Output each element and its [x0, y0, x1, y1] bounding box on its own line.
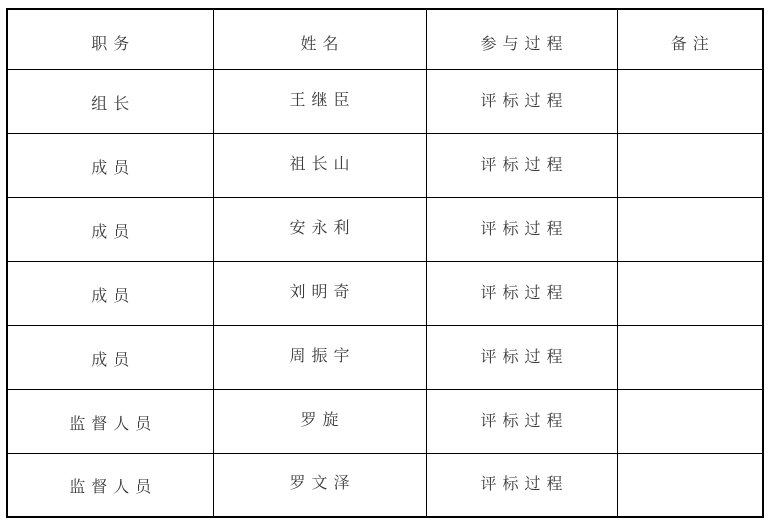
personnel-table	[6, 8, 764, 518]
name-text: 罗旋	[300, 411, 345, 429]
column-header-position-label: 职务	[91, 35, 136, 53]
table-row	[7, 453, 763, 517]
cell-position	[7, 197, 213, 261]
name-text: 罗文泽	[289, 475, 356, 493]
column-header-process	[426, 9, 617, 69]
cell-note	[617, 197, 763, 261]
table-row	[7, 325, 763, 389]
cell-note	[617, 133, 763, 197]
column-header-note	[617, 9, 763, 69]
column-header-position	[7, 9, 213, 69]
cell-note	[617, 453, 763, 517]
cell-process	[426, 453, 617, 517]
column-header-name	[213, 9, 426, 69]
cell-position	[7, 453, 213, 517]
cell-process	[426, 133, 617, 197]
name-text: 祖长山	[289, 155, 356, 173]
process-text: 评标过程	[480, 348, 569, 366]
name-text: 安永利	[289, 219, 356, 237]
position-text: 成员	[91, 287, 136, 305]
position-text: 监督人员	[69, 479, 158, 497]
process-text: 评标过程	[480, 284, 569, 302]
column-header-process-label: 参与过程	[480, 35, 569, 53]
header-row	[7, 9, 763, 69]
cell-name	[213, 389, 426, 453]
position-text: 成员	[91, 159, 136, 177]
cell-note	[617, 261, 763, 325]
name-text: 王继臣	[289, 91, 356, 109]
cell-position	[7, 133, 213, 197]
process-text: 评标过程	[480, 220, 569, 238]
cell-position	[7, 389, 213, 453]
table-row	[7, 69, 763, 133]
cell-name	[213, 453, 426, 517]
process-text: 评标过程	[480, 156, 569, 174]
cell-process	[426, 69, 617, 133]
position-text: 监督人员	[69, 415, 158, 433]
cell-position	[7, 261, 213, 325]
cell-process	[426, 389, 617, 453]
cell-name	[213, 197, 426, 261]
table-row	[7, 133, 763, 197]
column-header-name-label: 姓名	[300, 35, 345, 53]
cell-position	[7, 69, 213, 133]
cell-name	[213, 69, 426, 133]
table-row	[7, 389, 763, 453]
cell-note	[617, 389, 763, 453]
process-text: 评标过程	[480, 476, 569, 494]
column-header-note-label: 备注	[670, 35, 715, 53]
table-row	[7, 197, 763, 261]
cell-position	[7, 325, 213, 389]
cell-note	[617, 69, 763, 133]
cell-name	[213, 261, 426, 325]
cell-name	[213, 325, 426, 389]
cell-process	[426, 325, 617, 389]
process-text: 评标过程	[480, 92, 569, 110]
cell-process	[426, 261, 617, 325]
name-text: 周振宇	[289, 347, 356, 365]
position-text: 成员	[91, 223, 136, 241]
name-text: 刘明奇	[289, 283, 356, 301]
cell-name	[213, 133, 426, 197]
cell-process	[426, 197, 617, 261]
position-text: 成员	[91, 351, 136, 369]
cell-note	[617, 325, 763, 389]
process-text: 评标过程	[480, 412, 569, 430]
table-row	[7, 261, 763, 325]
position-text: 组长	[91, 95, 136, 113]
